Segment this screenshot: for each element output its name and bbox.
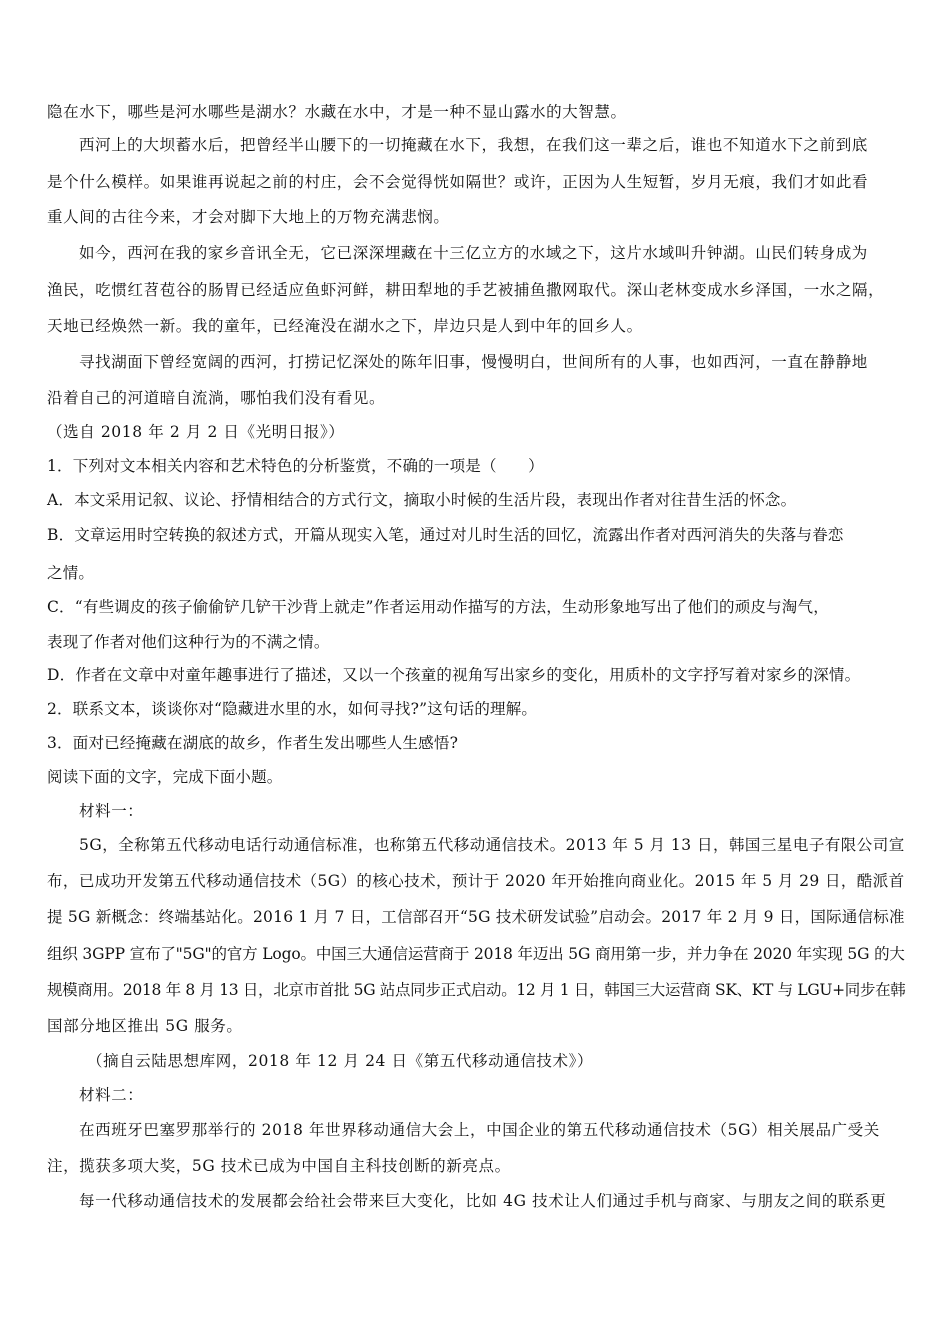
paragraph-line: 西河上的大坝蓄水后，把曾经半山腰下的一切掩藏在水下，我想，在我们这一辈之后，谁也不知道水下之前到底 [79,136,868,154]
option-a: A．本文采用记叙、议论、抒情相结合的方式行文，摘取小时候的生活片段，表现出作者对往昔生活的怀念。 [47,491,797,509]
paragraph-line: 寻找湖面下曾经宽阔的西河，打捞记忆深处的陈年旧事，慢慢明白，世间所有的人事，也如西河，一直在静静地 [79,353,868,371]
material-2-heading: 材料二： [79,1086,144,1104]
question-3: 3．面对已经掩藏在湖底的故乡，作者生发出哪些人生感悟? [47,734,459,752]
paragraph-line: 天地已经焕然一新。我的童年，已经淹没在湖水之下，岸边只是人到中年的回乡人。 [47,317,643,335]
option-c: C．“有些调皮的孩子偷偷铲几铲干沙背上就走”作者运用动作描写的方法，生动形象地写出了他们的顽皮与淘气， [47,598,829,616]
option-d: D．作者在文章中对童年趣事进行了描述，又以一个孩童的视角写出家乡的变化，用质朴的文字抒写着对家乡的深情。 [47,666,861,684]
paragraph-line: 组织 3GPP 宣布了"5G"的官方 Logo。中国三大通信运营商于 2018 年迈出 5G 商用第一步，并力争在 2020 年实现 5G 的大 [47,945,905,963]
paragraph-line: 如今，西河在我的家乡音讯全无，它已深深埋藏在十三亿立方的水域之下，这片水域叫升钟湖。山民们转身成为 [79,244,868,262]
paragraph-line: 在西班牙巴塞罗那举行的 2018 年世界移动通信大会上，中国企业的第五代移动通信技术（5G）相关展品广受关 [79,1121,880,1139]
option-b-continued: 之情。 [47,564,95,582]
question-2: 2．联系文本，谈谈你对“隐藏进水里的水，如何寻找?”这句话的理解。 [47,700,538,718]
paragraph-line: 注，揽获多项大奖，5G 技术已成为中国自主科技创断的新亮点。 [47,1157,511,1175]
paragraph-line: 国部分地区推出 5G 服务。 [47,1017,243,1035]
paragraph-line: 5G，全称第五代移动电话行动通信标准，也称第五代移动通信技术。2013 年 5 月 13 日，韩国三星电子有限公司宣 [79,836,905,854]
source-citation: （摘自云陆思想库网，2018 年 12 月 24 日《第五代移动通信技术》） [87,1052,594,1070]
paragraph-line: 渔民，吃惯红苕苞谷的肠胃已经适应鱼虾河鲜，耕田犁地的手艺被捕鱼撒网取代。深山老林变成水乡泽国，一水之隔， [47,281,885,299]
paragraph-line: 规模商用。2018 年 8 月 13 日，北京市首批 5G 站点同步正式启动。12 月 1 日，韩国三大运营商 SK、KT 与 LGU+同步在韩 [47,981,906,999]
source-citation: （选自 2018 年 2 月 2 日《光明日报》） [47,423,345,441]
paragraph-line: 布，已成功开发第五代移动通信技术（5G）的核心技术，预计于 2020 年开始推向商业化。2015 年 5 月 29 日，酷派首 [47,872,905,890]
question-1: 1．下列对文本相关内容和艺术特色的分析鉴赏，不确的一项是（ ） [47,457,544,475]
paragraph-line: 沿着自己的河道暗自流淌，哪怕我们没有看见。 [47,389,386,407]
material-1-heading: 材料一： [79,802,144,820]
option-c-continued: 表现了作者对他们这种行为的不满之情。 [47,633,330,651]
reading-instruction: 阅读下面的文字，完成下面小题。 [47,768,283,786]
paragraph-line: 重人间的古往今来，才会对脚下大地上的万物充满悲悯。 [47,208,450,226]
paragraph-line: 隐在水下，哪些是河水哪些是湖水？水藏在水中，才是一种不显山露水的大智慧。 [47,103,627,121]
paragraph-line: 提 5G 新概念：终端基站化。2016 1 月 7 日，工信部召开“5G 技术研发试验”启动会。2017 年 2 月 9 日，国际通信标准 [47,908,905,926]
paragraph-line: 是个什么模样。如果谁再说起之前的村庄，会不会觉得恍如隔世？或许，正因为人生短暂，岁月无痕，我们才如此看 [47,173,869,191]
option-b: B．文章运用时空转换的叙述方式，开篇从现实入笔，通过对儿时生活的回忆，流露出作者对西河消失的失落与眷恋 [47,526,844,544]
paragraph-line: 每一代移动通信技术的发展都会给社会带来巨大变化，比如 4G 技术让人们通过手机与商家、与朋友之间的联系更 [79,1192,887,1210]
